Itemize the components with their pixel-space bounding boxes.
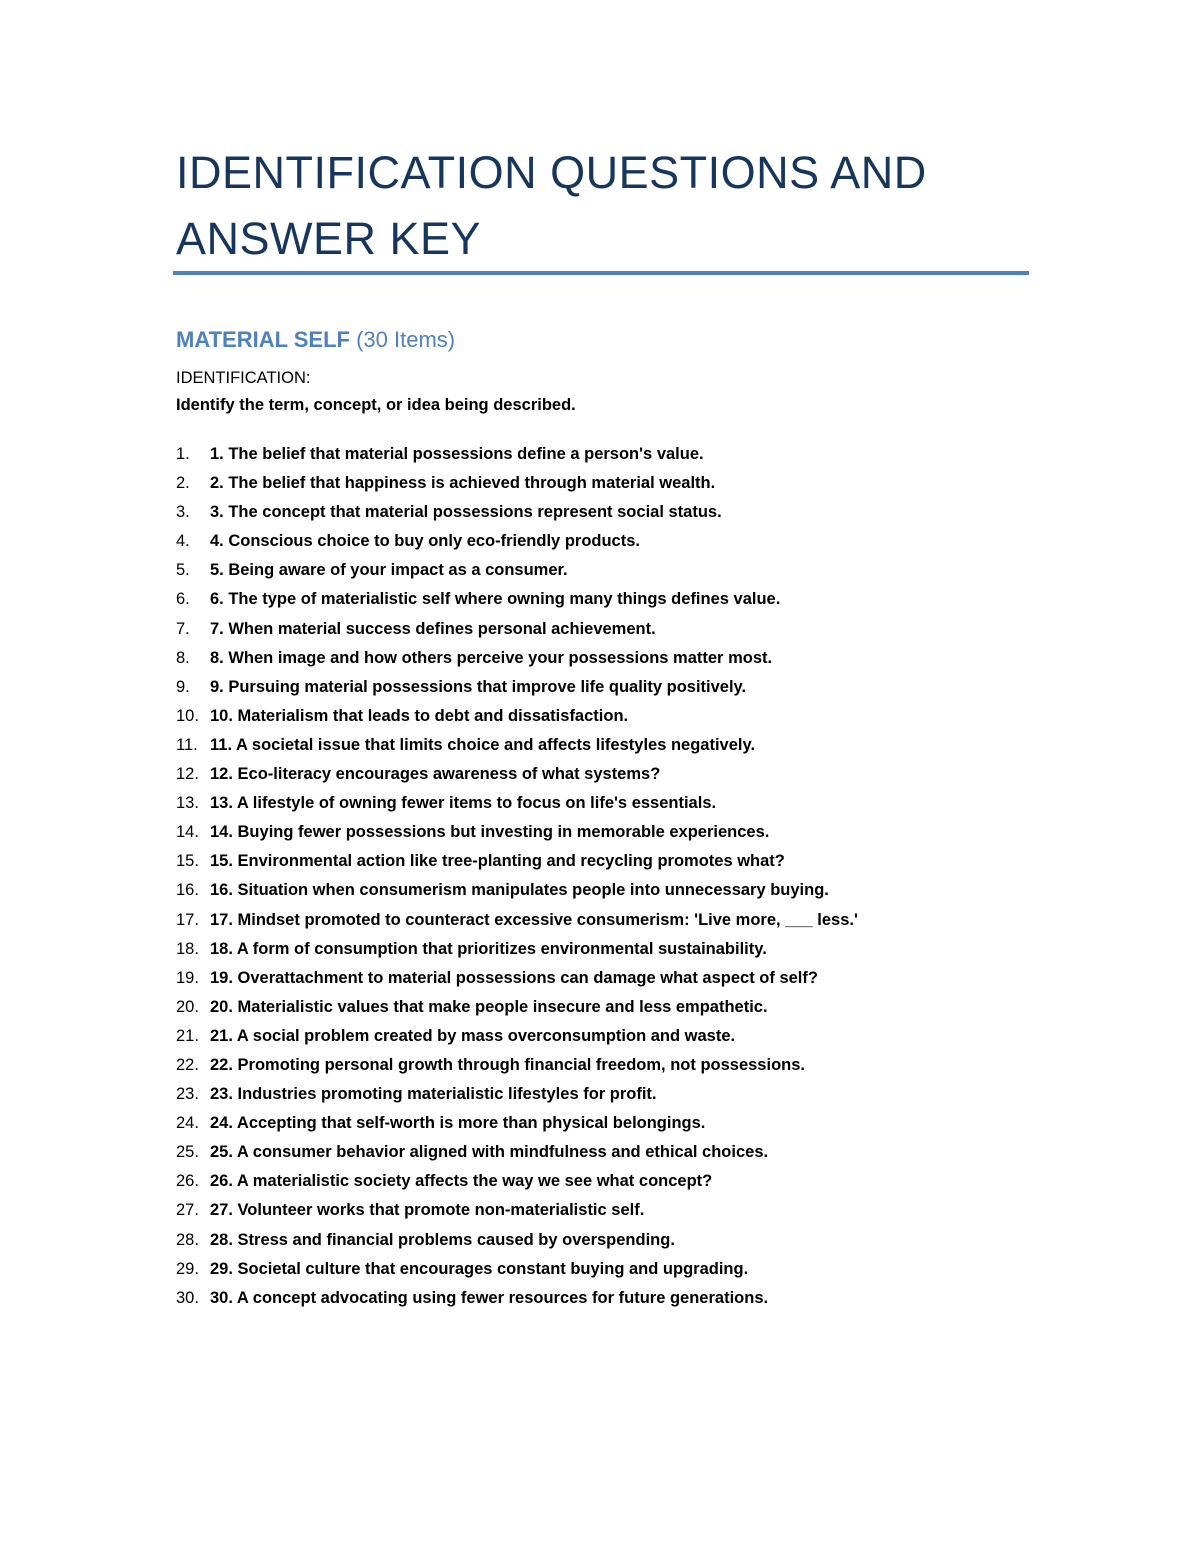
question-number: 29. (176, 1259, 199, 1278)
question-number: 27. (176, 1201, 199, 1220)
question-number: 19. (176, 968, 199, 987)
question-item (176, 964, 858, 993)
question-item (176, 440, 858, 469)
question-item (176, 585, 858, 614)
question-item (176, 556, 858, 585)
question-number: 21. (176, 1026, 199, 1045)
question-text: 1. The belief that material possessions define a person's value. (210, 445, 704, 463)
question-number: 2. (176, 474, 190, 493)
question-text: 16. Situation when consumerism manipulates people into unnecessary buying. (210, 881, 829, 900)
question-text: 3. The concept that material possessions represent social status. (210, 503, 722, 522)
question-number: 23. (176, 1085, 199, 1104)
question-number: 7. (176, 619, 190, 638)
question-list (176, 440, 858, 1313)
question-text: 6. The type of materialistic self where owning many things defines value. (210, 590, 781, 609)
question-text: 24. Accepting that self-worth is more than physical belongings. (210, 1114, 706, 1133)
question-item (176, 818, 858, 847)
question-number: 9. (176, 677, 190, 696)
question-number: 24. (176, 1114, 199, 1133)
question-item (176, 1138, 858, 1167)
question-item (176, 993, 858, 1022)
question-text: 2. The belief that happiness is achieved through material wealth. (210, 474, 716, 493)
question-number: 11. (176, 735, 198, 754)
question-item (176, 615, 858, 644)
document-title: IDENTIFICATION QUESTIONS AND ANSWER KEY (176, 147, 927, 264)
question-text: 15. Environmental action like tree-planting and recycling promotes what? (210, 852, 785, 871)
question-text: 10. Materialism that leads to debt and dissatisfaction. (210, 706, 629, 725)
section-heading (176, 322, 455, 358)
question-item (176, 1226, 858, 1255)
question-text: 22. Promoting personal growth through financial freedom, not possessions. (210, 1055, 805, 1074)
question-number: 22. (176, 1055, 199, 1074)
question-text: 7. When material success defines personal achievement. (210, 619, 656, 638)
question-text: 13. A lifestyle of owning fewer items to focus on life's essentials. (210, 794, 717, 813)
question-number: 10. (176, 706, 199, 725)
question-text: 5. Being aware of your impact as a consumer. (210, 561, 568, 580)
question-number: 20. (176, 997, 199, 1016)
question-text: 30. A concept advocating using fewer resources for future generations. (210, 1288, 769, 1307)
question-item (176, 876, 858, 905)
question-item (176, 1051, 858, 1080)
question-item (176, 1022, 858, 1051)
question-number: 3. (176, 503, 190, 522)
question-item (176, 906, 858, 935)
question-number: 26. (176, 1172, 199, 1191)
question-item (176, 935, 858, 964)
question-item (176, 847, 858, 876)
question-item (176, 789, 858, 818)
question-text: 26. A materialistic society affects the way we see what concept? (210, 1172, 713, 1191)
question-text: 8. When image and how others perceive your possessions matter most. (210, 648, 773, 667)
question-item (176, 527, 858, 556)
question-number: 17. (176, 910, 199, 929)
question-number: 30. (176, 1288, 199, 1307)
question-item (176, 1196, 858, 1225)
question-number: 16. (176, 881, 199, 900)
question-number: 28. (176, 1230, 199, 1249)
identification-label: IDENTIFICATION: (176, 369, 311, 387)
question-item (176, 1167, 858, 1196)
question-text: 12. Eco-literacy encourages awareness of what systems? (210, 765, 661, 784)
question-text: 23. Industries promoting materialistic lifestyles for profit. (210, 1085, 657, 1104)
question-number: 25. (176, 1143, 199, 1162)
section-heading-main: MATERIAL SELF (176, 327, 350, 352)
question-number: 8. (176, 648, 190, 667)
question-text: 17. Mindset promoted to counteract excessive consumerism: 'Live more, ___ less.' (210, 910, 858, 929)
question-text: 25. A consumer behavior aligned with mindfulness and ethical choices. (210, 1143, 769, 1162)
title-divider (173, 271, 1029, 275)
question-item (176, 469, 858, 498)
question-number: 13. (176, 794, 199, 813)
question-number: 4. (176, 532, 190, 551)
question-item (176, 1255, 858, 1284)
question-number: 15. (176, 852, 199, 871)
question-number: 5. (176, 561, 190, 580)
question-text: 21. A social problem created by mass overconsumption and waste. (210, 1026, 736, 1045)
question-item (176, 673, 858, 702)
question-number: 18. (176, 939, 199, 958)
question-item (176, 760, 858, 789)
question-item (176, 731, 858, 760)
question-item (176, 702, 858, 731)
section-heading-count: (30 Items) (356, 327, 456, 352)
question-number: 1. (176, 445, 190, 463)
question-number: 12. (176, 765, 199, 784)
question-text: 4. Conscious choice to buy only eco-friendly products. (210, 532, 640, 551)
question-text: 19. Overattachment to material possessions can damage what aspect of self? (210, 968, 818, 987)
question-text: 28. Stress and financial problems caused by overspending. (210, 1230, 675, 1249)
question-item (176, 1080, 858, 1109)
question-item (176, 1109, 858, 1138)
question-item (176, 644, 858, 673)
instruction-text: Identify the term, concept, or idea being described. (176, 396, 576, 414)
question-text: 20. Materialistic values that make people insecure and less empathetic. (210, 997, 768, 1016)
question-item (176, 1284, 858, 1313)
question-text: 27. Volunteer works that promote non-materialistic self. (210, 1201, 645, 1220)
question-text: 9. Pursuing material possessions that improve life quality positively. (210, 677, 747, 696)
question-item (176, 498, 858, 527)
question-text: 14. Buying fewer possessions but investing in memorable experiences. (210, 823, 770, 842)
question-number: 6. (176, 590, 190, 609)
question-text: 11. A societal issue that limits choice and affects lifestyles negatively. (210, 735, 756, 754)
question-text: 29. Societal culture that encourages constant buying and upgrading. (210, 1259, 749, 1278)
question-text: 18. A form of consumption that prioritizes environmental sustainability. (210, 939, 767, 958)
question-number: 14. (176, 823, 199, 842)
